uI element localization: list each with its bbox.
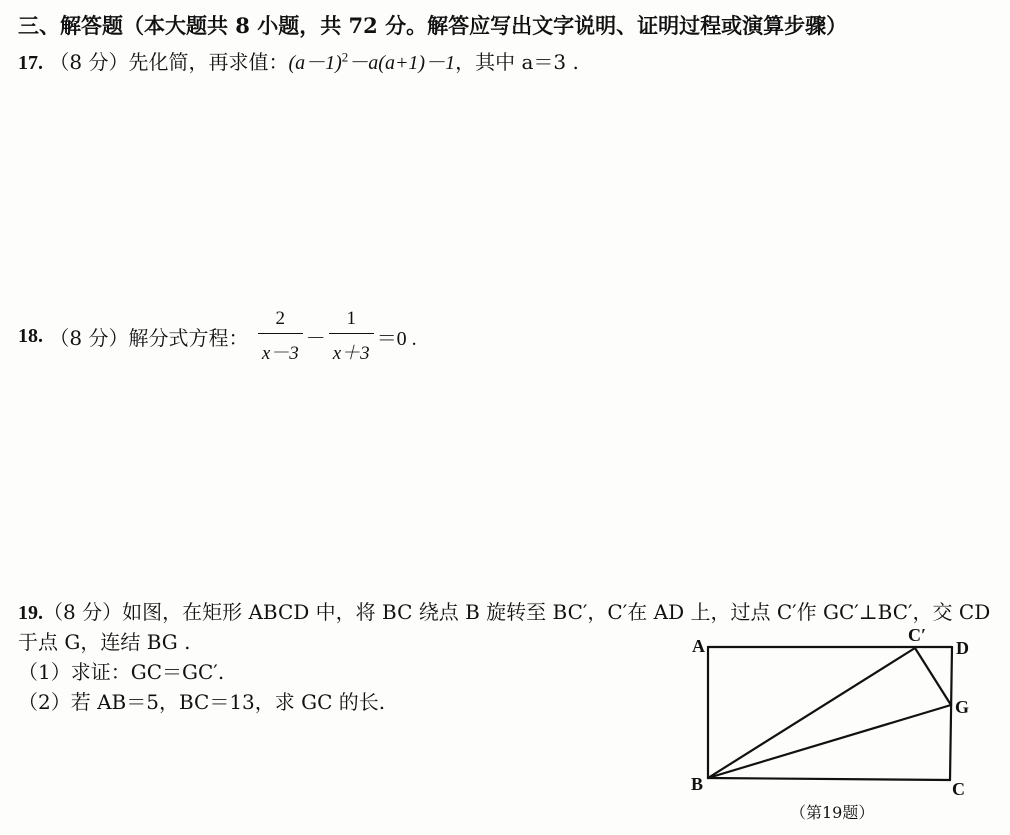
side-DC <box>950 647 952 780</box>
fraction-denominator: x－3 <box>258 333 303 365</box>
question-points: （8 分） <box>49 50 129 74</box>
label-G: G <box>955 697 970 717</box>
segment-BC-prime <box>708 648 915 778</box>
question-points: （8 分） <box>43 600 123 624</box>
figure-caption: （第19题） <box>790 803 875 822</box>
segment-C-prime-G <box>915 648 951 705</box>
label-D: D <box>956 638 969 658</box>
segment-BG <box>708 705 951 778</box>
expression-part: (a－1) <box>288 52 342 74</box>
label-A: A <box>692 636 705 656</box>
label-B: B <box>691 774 704 794</box>
section-heading: 三、解答题（本大题共 8 小题，共 72 分。解答应写出文字说明、证明过程或演算步骤） <box>18 13 848 38</box>
label-C-prime: C′ <box>908 625 927 645</box>
side-BC <box>708 778 950 780</box>
label-C: C <box>952 779 965 799</box>
question-prompt: 先化简，再求值： <box>128 50 289 74</box>
question-condition: ，其中 a＝3 . <box>455 50 579 74</box>
equation-tail: ＝0 . <box>376 328 417 350</box>
question-19-line-2: 于点 G，连结 BG . <box>18 630 191 654</box>
question-19-part-2: （2）若 AB＝5，BC＝13，求 GC 的长. <box>18 690 386 714</box>
question-prompt: 解分式方程： <box>128 326 249 350</box>
question-number: 18. <box>18 325 43 347</box>
question-19-part-1: （1）求证：GC＝GC′. <box>18 660 225 684</box>
question-points: （8 分） <box>49 326 129 350</box>
minus-sign: － <box>305 328 326 350</box>
question-text: 如图，在矩形 ABCD 中，将 BC 绕点 B 旋转至 BC′，C′在 AD 上，过点 C′作 GC′⊥BC′，交 CD <box>122 600 991 624</box>
question-number: 19. <box>18 602 43 624</box>
fraction-numerator: 2 <box>275 308 286 329</box>
question-number: 17. <box>18 52 43 74</box>
fraction-denominator: x＋3 <box>329 333 374 365</box>
fraction-numerator: 1 <box>346 308 356 329</box>
expression-exponent: 2 <box>341 49 349 65</box>
expression-part: －a(a+1)－1 <box>348 52 456 74</box>
